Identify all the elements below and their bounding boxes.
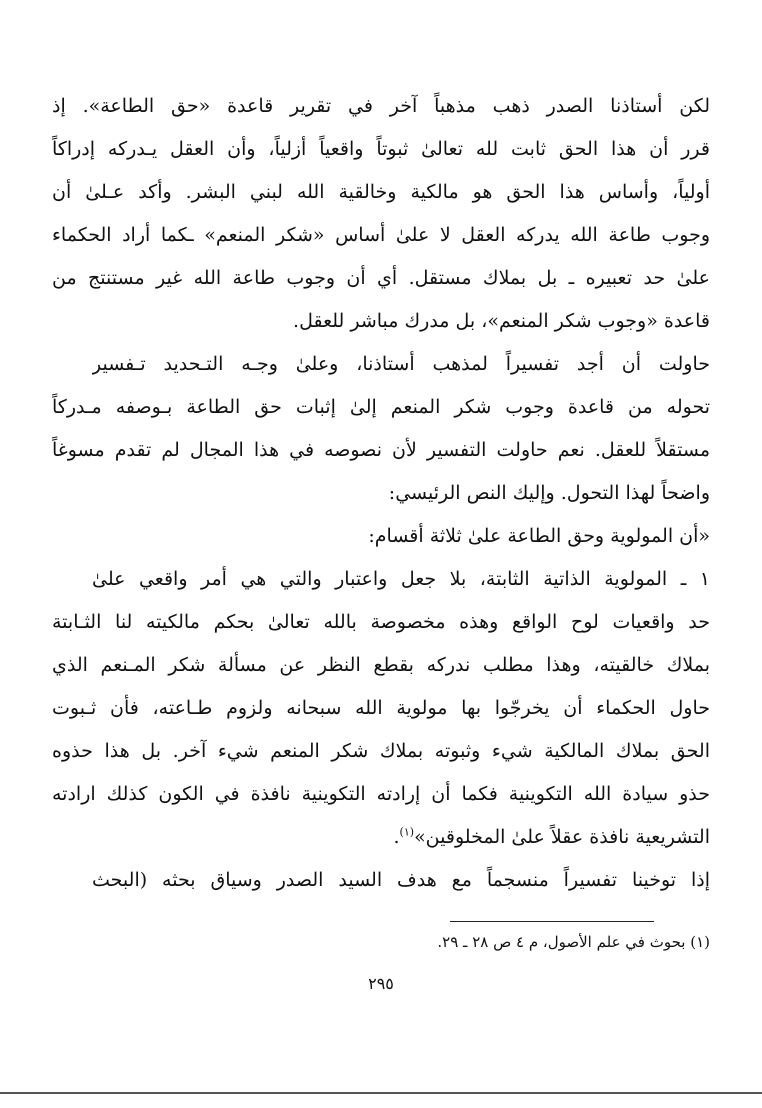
text-line: تحوله من قاعدة وجوب شكر المنعم إلىٰ إثبات حق الطاعة بـوصفه مـدركاً bbox=[52, 396, 710, 418]
text-line: ١ ـ المولوية الذاتية الثابتة، بلا جعل واعتبار والتي هي أمر واقعي علىٰ bbox=[92, 568, 710, 590]
text-line: إذا توخينا تفسيراً منسجماً مع هدف السيد الصدر وسياق بحثه (البحث bbox=[92, 869, 710, 891]
text-line: علىٰ حد تعبيره ـ بل بملاك مستقل. أي أن وجوب طاعة الله غير مستنتج من bbox=[52, 267, 710, 289]
text-line: بملاك خالقيته، وهذا مطلب ندركه بقطع النظر عن مسألة شكر المـنعم الذي bbox=[52, 654, 710, 676]
text-line: حاولت أن أجد تفسيراً لمذهب أستاذنا، وعلىٰ وجـه التـحديد تـفسير bbox=[92, 353, 710, 375]
sentence-end: . bbox=[393, 826, 400, 848]
text-line: قرر أن هذا الحق ثابت لله تعالىٰ ثبوتاً واقعياً أزلياً، وأن العقل يـدركه إدراكاً bbox=[52, 138, 710, 160]
text-span: التشريعية نافذة عقلاً علىٰ المخلوقين» bbox=[414, 826, 710, 848]
footnote-divider bbox=[450, 921, 654, 922]
footnote-marker: (١) bbox=[399, 825, 415, 839]
text-line: الحق بملاك المالكية شيء وثبوته بملاك شكر المنعم شيء آخر. بل هذا حذوه bbox=[52, 740, 710, 762]
text-line: «أن المولوية وحق الطاعة علىٰ ثلاثة أقسام: bbox=[368, 525, 710, 547]
text-line: حاول الحكماء أن يخرجّوا بها مولوية الله سبحانه ولزوم طـاعته، فأن ثـبوت bbox=[52, 697, 710, 719]
text-line: مستقلاً للعقل. نعم حاولت التفسير لأن نصوصه في هذا المجال لم تقدم مسوغاً bbox=[52, 439, 710, 461]
page-number: ٢٩٥ bbox=[368, 974, 394, 993]
text-line: وجوب طاعة الله يدركه العقل لا علىٰ أساس «شكر المنعم» ـكما أراد الحكماء bbox=[52, 224, 710, 246]
text-line: حذو سيادة الله التكوينية فكما أن إرادته التكوينية نافذة في الكون كذلك ارادته bbox=[52, 783, 710, 805]
text-line: أولياً، وأساس هذا الحق هو مالكية وخالقية الله لبني البشر. وأكد عـلىٰ أن bbox=[52, 181, 710, 203]
text-line: حد واقعيات لوح الواقع وهذه مخصوصة بالله تعالىٰ بحكم مالكيته لنا الثـابتة bbox=[52, 611, 710, 633]
page-bottom-edge bbox=[0, 1092, 762, 1094]
text-line: لكن أستاذنا الصدر ذهب مذهباً آخر في تقرير قاعدة «حق الطاعة». إذ bbox=[52, 95, 710, 117]
text-line: قاعدة «وجوب شكر المنعم»، بل مدرك مباشر للعقل. bbox=[293, 310, 710, 332]
text-line: واضحاً لهذا التحول. وإليك النص الرئيسي: bbox=[388, 482, 710, 504]
text-line-with-footnote bbox=[52, 817, 710, 857]
footnote: (١) بحوث في علم الأصول، م ٤ ص ٢٨ ـ ٢٩. bbox=[437, 933, 710, 951]
